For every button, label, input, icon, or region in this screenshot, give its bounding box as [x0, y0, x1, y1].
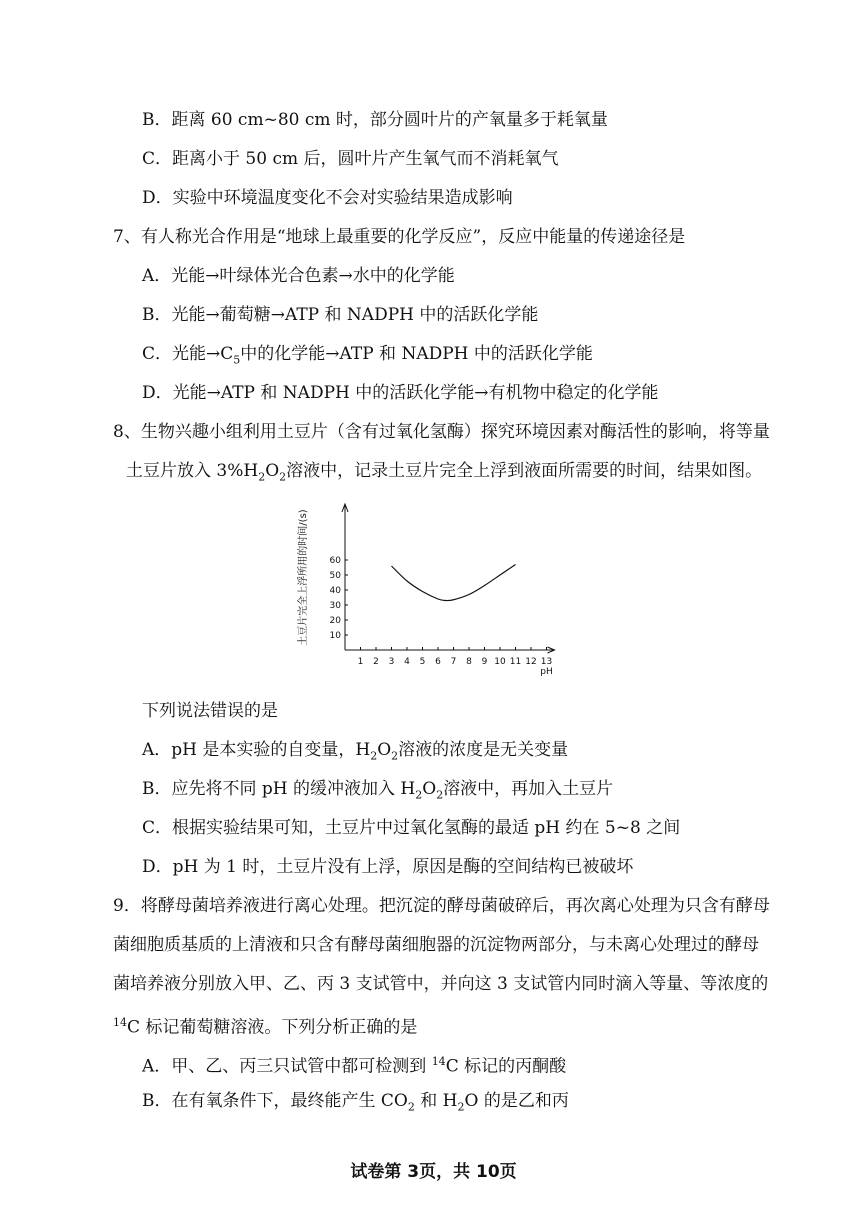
x-tick-label: 11	[509, 657, 522, 667]
q6-option-b: B．距离 60 cm~80 cm 时，部分圆叶片的产氧量多于耗氧量	[142, 110, 608, 130]
q8-option-a: A．pH 是本实验的自变量，$H_2O_2$溶液的浓度是无关变量	[142, 740, 569, 763]
q6-option-d: D．实验中环境温度变化不会对实验结果造成影响	[142, 188, 513, 208]
ph-time-chart	[290, 500, 580, 690]
x-tick-label: 8	[466, 657, 472, 667]
series-line	[392, 565, 516, 601]
q8-option-d: D．pH 为 1 时，土豆片没有上浮，原因是酶的空间结构已被破坏	[142, 857, 634, 877]
q7-option-b: B．光能→葡萄糖→ATP 和 NADPH 中的活跃化学能	[142, 305, 539, 325]
q7-stem: 7、有人称光合作用是“地球上最重要的化学反应”，反应中能量的传递途径是	[113, 227, 686, 247]
x-tick-label: 13	[540, 657, 553, 667]
x-tick-label: 3	[388, 657, 395, 667]
y-tick-label: 30	[329, 601, 341, 611]
chart-axes	[342, 504, 555, 653]
x-tick-label: 5	[419, 657, 426, 667]
y-tick-label: 50	[329, 571, 341, 581]
x-tick-label: 9	[481, 657, 488, 667]
q8-prompt: 下列说法错误的是	[142, 701, 278, 721]
x-tick-label: 12	[525, 657, 537, 667]
x-axis-label: pH	[540, 667, 553, 677]
q8-stem-line2: 土豆片放入 $3\%H_2O_2$溶液中，记录土豆片完全上浮到液面所需要的时间，结果如图。	[126, 461, 763, 484]
x-tick-label: 10	[494, 657, 506, 667]
q9-option-a: A．甲、乙、丙三只试管中都可检测到 $^{14}$C 标记的丙酮酸	[142, 1055, 567, 1077]
q6-option-c: C．距离小于 50 cm 后，圆叶片产生氧气而不消耗氧气	[142, 149, 559, 169]
q9-stem-line1: 9．将酵母菌培养液进行离心处理。把沉淀的酵母菌破碎后，再次离心处理为只含有酵母	[113, 896, 770, 916]
y-tick-label: 40	[329, 586, 341, 596]
x-tick-label: 4	[404, 657, 410, 667]
q7-option-c: C．光能$\to C_5$中的化学能→ATP 和 NADPH 中的活跃化学能	[142, 344, 593, 367]
q8-option-b: B．应先将不同 pH 的缓冲液加入 $H_2O_2$溶液中，再加入土豆片	[142, 779, 614, 802]
q9-stem-line4: $^{14}$C 标记葡萄糖溶液。下列分析正确的是	[113, 1016, 418, 1038]
y-axis-label: 土豆片完全上浮所用的时间/(s)	[298, 509, 309, 646]
x-tick-label: 7	[450, 657, 457, 667]
q9-option-b: B．在有氧条件下，最终能产生 $CO_2$ 和 $H_2O$ 的是乙和丙	[142, 1091, 569, 1114]
page-footer: 试卷第 3页，共 10页	[350, 1162, 517, 1182]
q7-option-d: D．光能→ATP 和 NADPH 中的活跃化学能→有机物中稳定的化学能	[142, 383, 659, 403]
x-tick-label: 1	[357, 657, 364, 667]
x-tick-label: 2	[373, 657, 379, 667]
q8-stem-line1: 8、生物兴趣小组利用土豆片（含有过氧化氢酶）探究环境因素对酶活性的影响，将等量	[113, 422, 770, 442]
q9-stem-line2: 菌细胞质基质的上清液和只含有酵母菌细胞器的沉淀物两部分，与未离心处理过的酵母	[113, 935, 759, 955]
q8-option-c: C．根据实验结果可知，土豆片中过氧化氢酶的最适 pH 约在 5~8 之间	[142, 818, 681, 838]
y-tick-label: 10	[329, 631, 341, 641]
y-tick-label: 60	[329, 556, 341, 566]
q9-stem-line3: 菌培养液分别放入甲、乙、丙 3 支试管中，并向这 3 支试管内同时滴入等量、等浓度的	[113, 974, 769, 994]
chart-curve	[392, 565, 516, 601]
x-tick-label: 6	[435, 657, 441, 667]
y-tick-label: 20	[329, 616, 341, 626]
q7-option-a: A．光能→叶绿体光合色素→水中的化学能	[142, 266, 455, 286]
